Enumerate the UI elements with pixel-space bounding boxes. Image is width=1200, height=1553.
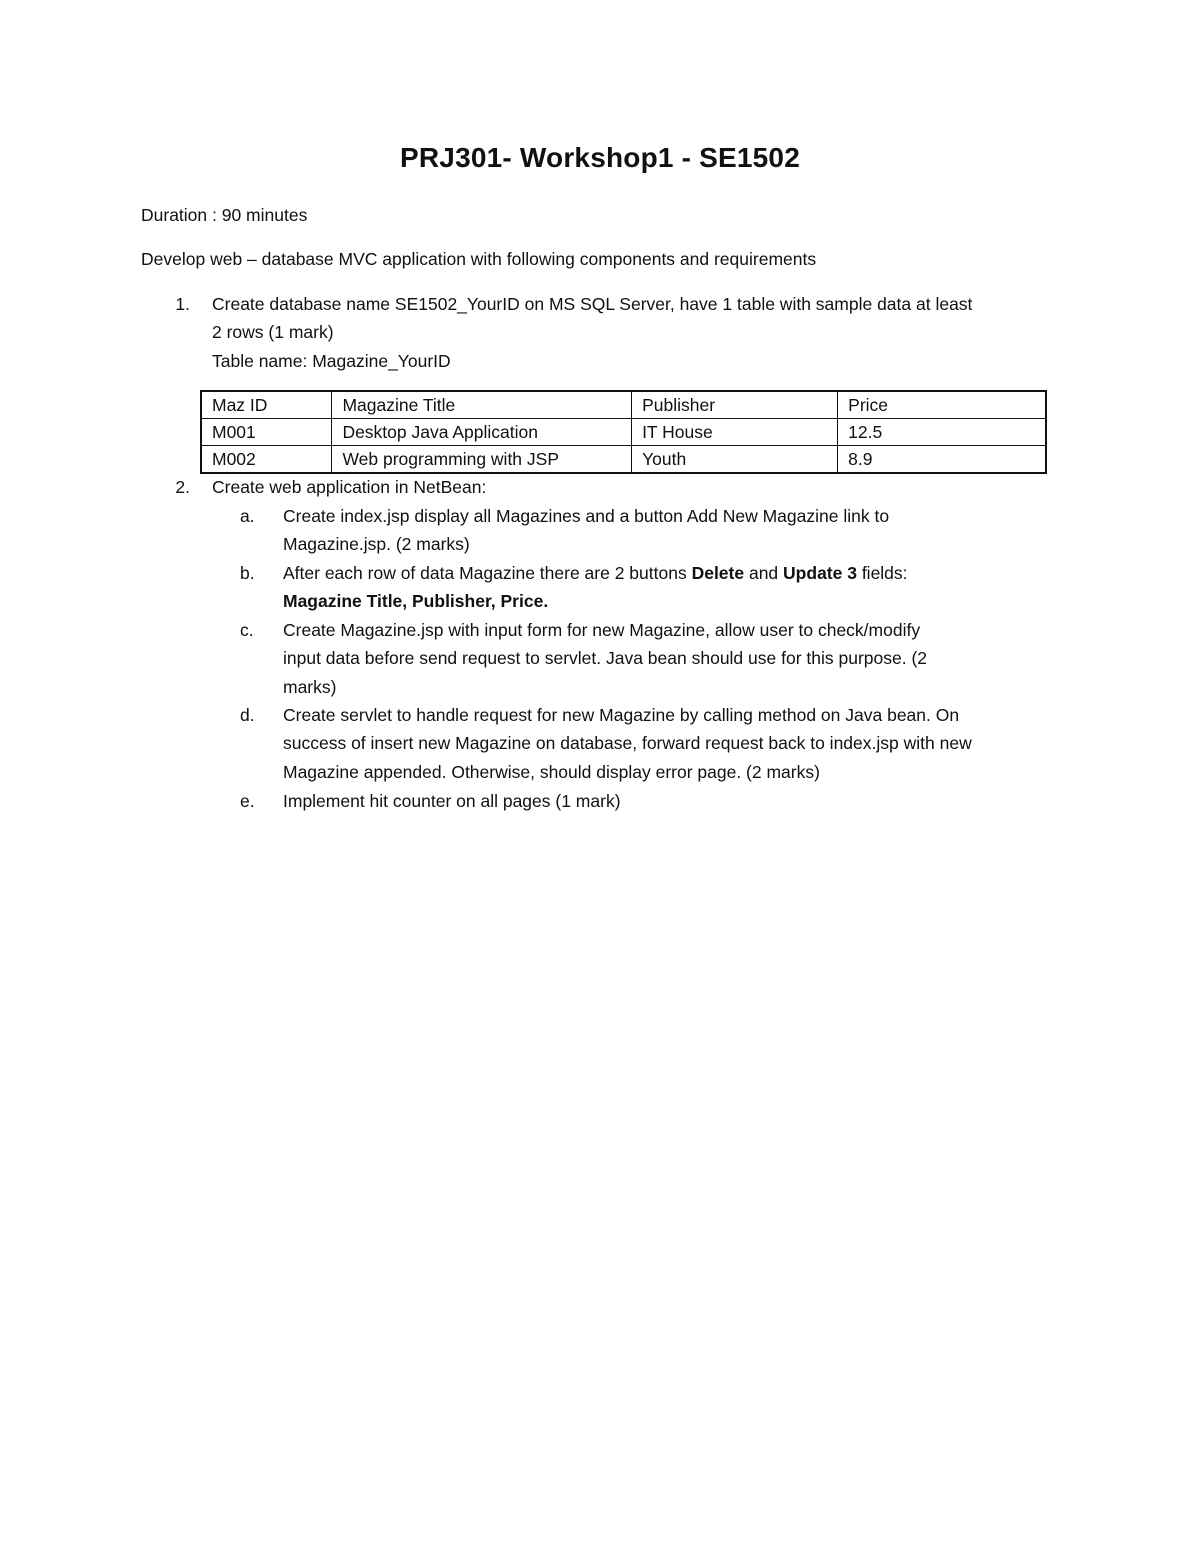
subitem-a-line-1: Create index.jsp display all Magazines and a button Add New Magazine link to <box>283 506 890 526</box>
table-cell: Youth <box>632 446 838 474</box>
subitem-e <box>283 787 1073 815</box>
subitem-b-text-2: and <box>744 563 784 583</box>
subitem-b-text-1: After each row of data Magazine there are 2 buttons <box>283 563 692 583</box>
table-header-cell: Magazine Title <box>332 391 632 419</box>
subitem-a-line-2: Magazine.jsp. (2 marks) <box>283 534 470 555</box>
subitem-a <box>283 502 1073 559</box>
intro-text: Develop web – database MVC application with following components and requirements <box>141 249 817 269</box>
subitem-d <box>283 701 1073 786</box>
table-row <box>201 446 1046 474</box>
item-2-number: 2. <box>175 477 190 497</box>
table-header-cell: Maz ID <box>201 391 332 419</box>
table-header-cell: Publisher <box>632 391 838 419</box>
subitem-e-line-1: Implement hit counter on all pages (1 mark) <box>283 791 621 811</box>
subitem-b-text-3: fields: <box>856 563 908 583</box>
item-1 <box>212 290 1072 375</box>
document-title: PRJ301- Workshop1 - SE1502 <box>400 142 800 173</box>
subitem-b-bold-fields: Magazine Title, Publisher, Price. <box>283 591 549 612</box>
item-1-line-3: Table name: Magazine_YourID <box>212 350 451 371</box>
subitem-d-line-1: Create servlet to handle request for new Magazine by calling method on Java bean. On <box>283 705 960 725</box>
subitem-b-line-2 <box>283 587 1073 615</box>
subitem-a-letter: a. <box>240 506 255 526</box>
subitem-b-bold-delete: Delete <box>691 563 745 583</box>
table-cell: IT House <box>632 419 838 446</box>
subitem-c-line-1: Create Magazine.jsp with input form for new Magazine, allow user to check/modify <box>283 620 921 640</box>
subitem-b-letter: b. <box>240 563 255 583</box>
item-1-number: 1. <box>175 294 190 314</box>
subitem-b <box>283 559 1073 616</box>
duration-text: Duration : 90 minutes <box>141 205 308 225</box>
table-header-row <box>201 391 1046 419</box>
item-2-text: Create web application in NetBean: <box>212 477 487 497</box>
subitem-e-letter: e. <box>240 791 255 811</box>
subitem-b-line-1 <box>283 559 1073 587</box>
subitem-c-letter: c. <box>240 620 254 640</box>
table-header-cell: Price <box>838 391 1046 419</box>
subitem-c <box>283 616 1073 701</box>
table-cell: M001 <box>201 419 332 446</box>
table-cell: Desktop Java Application <box>332 419 632 446</box>
subitem-d-line-2: success of insert new Magazine on database, forward request back to index.jsp with new <box>283 733 972 754</box>
table-cell: M002 <box>201 446 332 474</box>
subitem-b-bold-update: Update 3 <box>783 563 857 583</box>
item-1-line-1: Create database name SE1502_YourID on MS SQL Server, have 1 table with sample data at least <box>212 294 973 314</box>
subitem-d-line-3: Magazine appended. Otherwise, should display error page. (2 marks) <box>283 761 820 782</box>
table-cell: 12.5 <box>838 419 1046 446</box>
subitem-c-line-2: input data before send request to servlet. Java bean should use for this purpose. (2 <box>283 648 928 669</box>
subitem-c-line-3: marks) <box>283 676 337 697</box>
subitem-d-letter: d. <box>240 705 255 725</box>
table-cell: 8.9 <box>838 446 1046 474</box>
item-1-line-2: 2 rows (1 mark) <box>212 322 334 343</box>
table-row <box>201 419 1046 446</box>
magazine-table <box>200 390 1047 474</box>
table-cell: Web programming with JSP <box>332 446 632 474</box>
